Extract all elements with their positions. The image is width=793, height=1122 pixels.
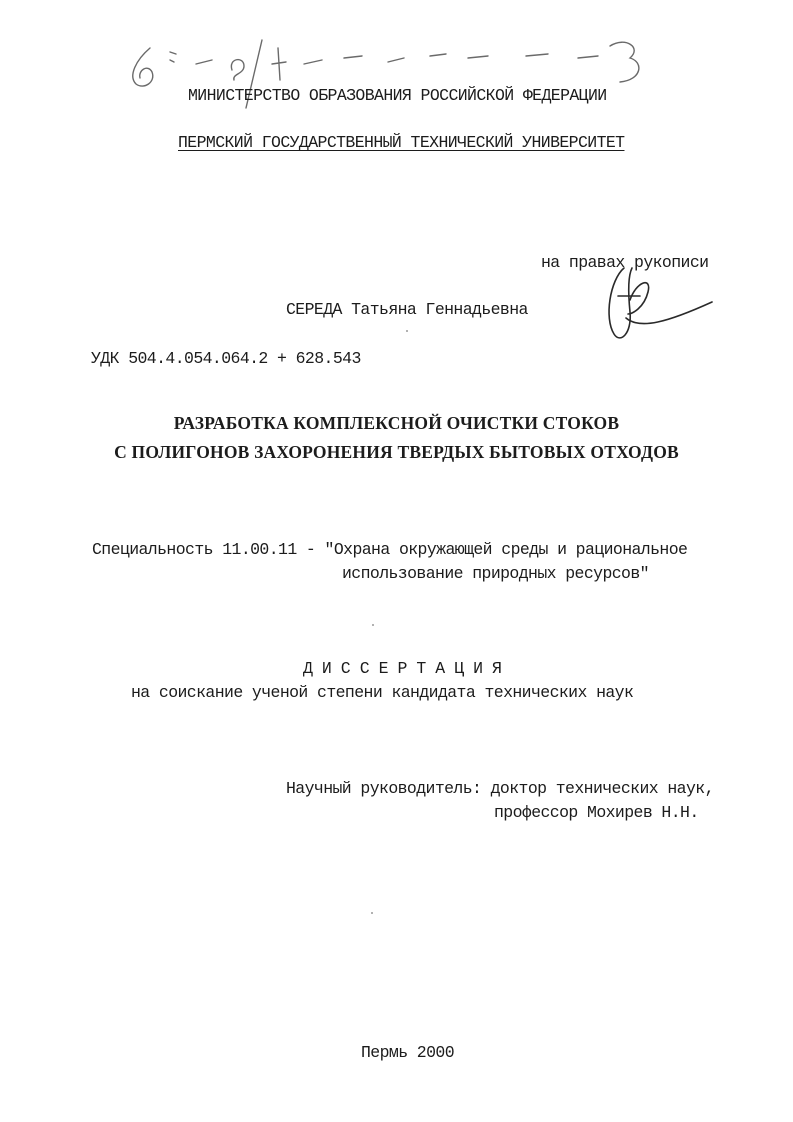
manuscript-note: на правах рукописи [541, 253, 709, 272]
scan-speck [372, 624, 374, 626]
supervisor-line-1: Научный руководитель: доктор технических наук, [286, 779, 714, 798]
dissertation-heading: ДИССЕРТАЦИЯ [303, 659, 511, 678]
dissertation-title-line-2: С ПОЛИГОНОВ ЗАХОРОНЕНИЯ ТВЕРДЫХ БЫТОВЫХ ОТХОДОВ [114, 442, 679, 462]
city-year: Пермь 2000 [361, 1043, 455, 1062]
supervisor-line-2: профессор Мохирев Н.Н. [494, 803, 699, 822]
dissertation-title-line-1: РАЗРАБОТКА КОМПЛЕКСНОЙ ОЧИСТКИ СТОКОВ [173, 413, 620, 433]
specialty-line-2: использование природных ресурсов" [342, 564, 649, 583]
scan-speck [406, 330, 408, 332]
udc-code: УДК 504.4.054.064.2 + 628.543 [91, 349, 361, 368]
specialty-line-1: Специальность 11.00.11 - "Охрана окружающей среды и рациональное [92, 540, 688, 559]
dissertation-subtitle: на соискание ученой степени кандидата технических наук [131, 683, 634, 702]
author-name: СЕРЕДА Татьяна Геннадьевна [286, 300, 528, 319]
scan-speck [371, 912, 373, 914]
ministry-header: МИНИСТЕРСТВО ОБРАЗОВАНИЯ РОССИЙСКОЙ ФЕДЕРАЦИИ [188, 86, 607, 105]
university-header: ПЕРМСКИЙ ГОСУДАРСТВЕННЫЙ ТЕХНИЧЕСКИЙ УНИВЕРСИТЕТ [178, 133, 625, 152]
